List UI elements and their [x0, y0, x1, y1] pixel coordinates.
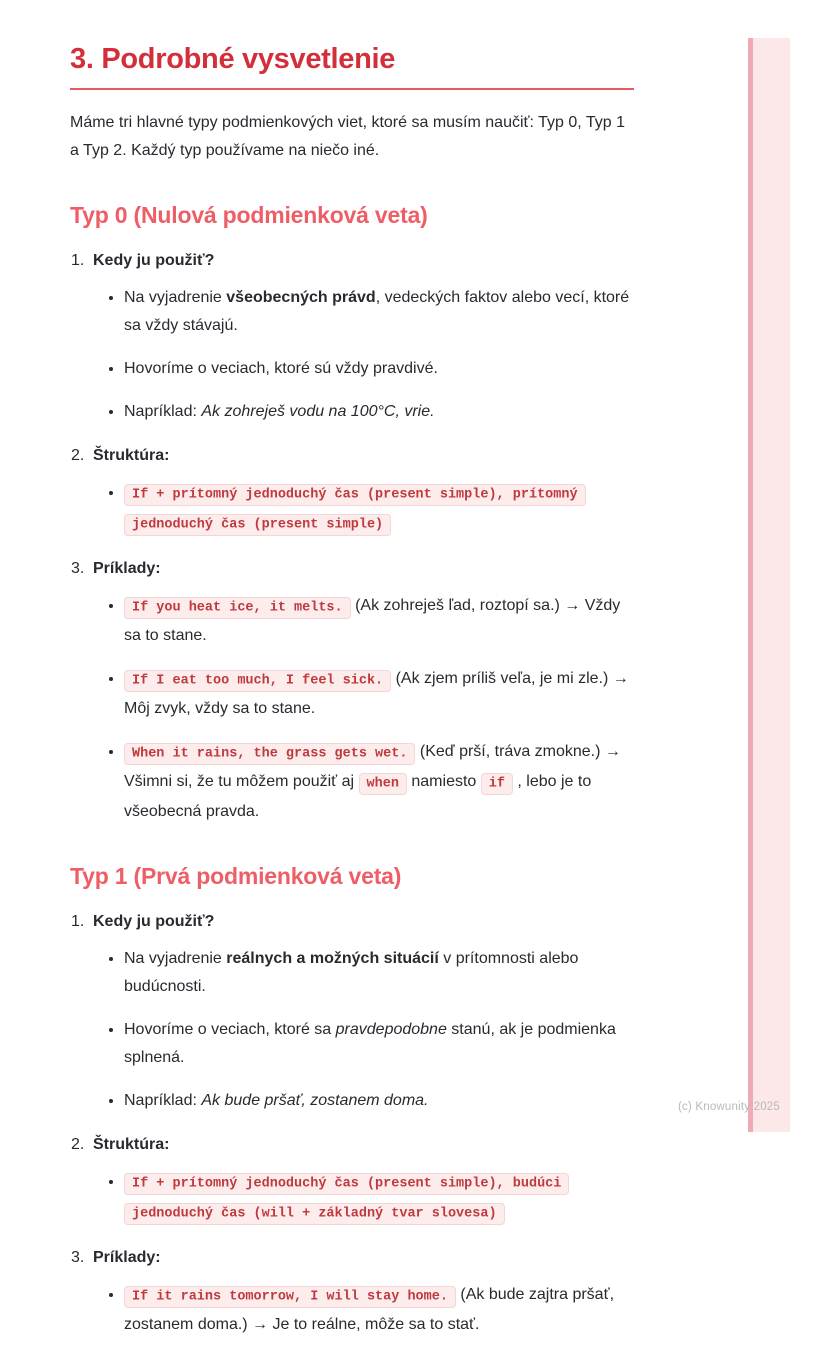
item-number: 2.	[71, 447, 85, 464]
text-segment: (Ak zjem príliš veľa, je mi zle.) → Môj zvyk, vždy sa to stane.	[124, 670, 629, 717]
inline-code: When it rains, the grass gets wet.	[124, 743, 415, 765]
list-item	[124, 355, 634, 383]
list-item	[124, 945, 634, 1001]
text-segment: Napríklad:	[124, 403, 202, 420]
item-number: 1.	[71, 913, 85, 930]
list-item	[124, 1016, 634, 1072]
bullet-list	[93, 1281, 634, 1339]
bold-text: všeobecných právd	[226, 289, 376, 306]
item-number: 2.	[71, 1136, 85, 1153]
numbered-item	[70, 555, 634, 826]
page-title: 3. Podrobné vysvetlenie	[70, 43, 396, 75]
italic-text: pravdepodobne	[335, 1021, 447, 1038]
type-section	[70, 201, 634, 826]
text-segment: stanú, ak je podmienka splnená.	[124, 1021, 616, 1066]
text-segment: namiesto	[406, 773, 481, 790]
list-item	[124, 398, 634, 426]
text-segment: (Ak bude zajtra pršať, zostanem doma.) → Je to reálne, môže sa to stať.	[124, 1286, 615, 1333]
numbered-item	[70, 1131, 634, 1228]
list-item	[124, 1087, 634, 1115]
inline-code: when	[359, 773, 407, 795]
sections-container	[70, 201, 634, 1339]
list-item	[124, 592, 634, 650]
bold-text: reálnych a možných situácií	[226, 950, 439, 967]
item-label: Príklady:	[93, 560, 161, 577]
numbered-item	[70, 442, 634, 539]
item-label: Štruktúra:	[93, 1136, 170, 1153]
text-segment: (Keď prší, tráva zmokne.) → Všimni si, že tu môžem použiť aj	[124, 743, 621, 790]
inline-code: If + prítomný jednoduchý čas (present simple), prítomný jednoduchý čas (present simple)	[124, 484, 586, 536]
list-item	[124, 479, 634, 539]
bullet-list	[93, 479, 634, 539]
bullet-list	[93, 284, 634, 426]
text-segment: Napríklad:	[124, 1092, 202, 1109]
watermark: (c) Knowunity 2025	[677, 1101, 780, 1113]
list-item	[124, 284, 634, 340]
italic-text: Ak zohreješ vodu na 100°C, vrie.	[201, 403, 435, 420]
item-label: Kedy ju použiť?	[93, 252, 215, 269]
section-heading: Typ 0 (Nulová podmienková veta)	[70, 202, 428, 228]
text-segment: Na vyjadrenie	[124, 289, 227, 306]
inline-code: If I eat too much, I feel sick.	[124, 670, 391, 692]
list-item	[124, 1281, 634, 1339]
item-label: Štruktúra:	[93, 447, 170, 464]
bullet-list	[93, 592, 634, 826]
section-heading: Typ 1 (Prvá podmienková veta)	[70, 863, 402, 889]
item-label: Príklady:	[93, 1249, 161, 1266]
list-item	[124, 1168, 634, 1228]
text-segment: (Ak zohreješ ľad, roztopí sa.) → Vždy sa to stane.	[124, 597, 621, 644]
numbered-item	[70, 247, 634, 426]
title-rule	[70, 88, 634, 90]
inline-code: If you heat ice, it melts.	[124, 597, 351, 619]
side-accent-bar	[748, 38, 790, 1132]
list-item	[124, 738, 634, 826]
intro-paragraph: Máme tri hlavné typy podmienkových viet, ktoré sa musím naučiť: Typ 0, Typ 1 a Typ 2. Každý typ používame na niečo iné.	[70, 114, 625, 159]
text-segment: Na vyjadrenie	[124, 950, 227, 967]
type-section	[70, 862, 634, 1339]
item-number: 1.	[71, 252, 85, 269]
content-area	[70, 42, 634, 1355]
numbered-item	[70, 1244, 634, 1339]
text-segment: , vedeckých faktov alebo vecí, ktoré sa vždy stávajú.	[124, 289, 630, 334]
text-segment: Hovoríme o veciach, ktoré sú vždy pravdivé.	[124, 360, 438, 377]
item-number: 3.	[71, 1249, 85, 1266]
italic-text: Ak bude pršať, zostanem doma.	[201, 1092, 429, 1109]
bullet-list	[93, 1168, 634, 1228]
list-item	[124, 665, 634, 723]
numbered-item	[70, 908, 634, 1115]
text-segment: v prítomnosti alebo budúcnosti.	[124, 950, 579, 995]
inline-code: If + prítomný jednoduchý čas (present simple), budúci jednoduchý čas (will + základný tvar slovesa)	[124, 1173, 569, 1225]
bullet-list	[93, 945, 634, 1115]
inline-code: If it rains tomorrow, I will stay home.	[124, 1286, 456, 1308]
inline-code: if	[481, 773, 513, 795]
item-label: Kedy ju použiť?	[93, 913, 215, 930]
text-segment: , lebo je to všeobecná pravda.	[124, 773, 592, 820]
text-segment: Hovoríme o veciach, ktoré sa	[124, 1021, 336, 1038]
item-number: 3.	[71, 560, 85, 577]
